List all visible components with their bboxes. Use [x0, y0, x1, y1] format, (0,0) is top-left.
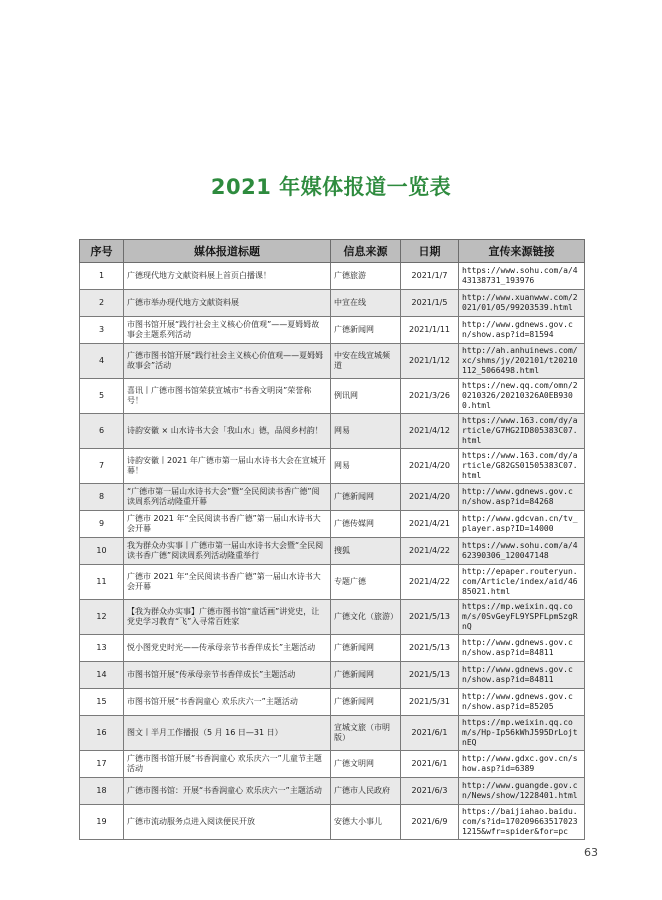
report-date: 2021/4/22: [401, 565, 459, 600]
row-number: 1: [80, 263, 124, 290]
report-title: “广德市第一届山水诗书大会”暨“全民阅读书香广德”阅读周系列活动隆重开幕: [124, 484, 331, 511]
source-link: https://mp.weixin.qq.com/s/Hp-Ip56kWhJ595DrLojtnEQ: [459, 716, 585, 751]
table-row: [80, 778, 585, 805]
report-date: 2021/6/1: [401, 751, 459, 778]
report-title: 我为群众办实事丨广德市第一届山水诗书大会暨“全民阅读书香广德”阅读周系列活动隆重举行: [124, 538, 331, 565]
header-title: 媒体报道标题: [124, 240, 331, 263]
report-date: 2021/1/5: [401, 290, 459, 317]
report-date: 2021/4/12: [401, 414, 459, 449]
row-number: 18: [80, 778, 124, 805]
report-title: 悦小图党史时光——传承母亲节书香伴成长”主题活动: [124, 635, 331, 662]
report-title: 广德市流动服务点进入阅读便民开放: [124, 805, 331, 840]
report-date: 2021/4/20: [401, 484, 459, 511]
source-link: https://mp.weixin.qq.com/s/0SvGeyFL9YSPFLpmSzgRnQ: [459, 600, 585, 635]
source-link: http://www.gdnews.gov.cn/show.asp?id=84811: [459, 662, 585, 689]
report-title: 广德现代地方文献资料展上首页白播课！: [124, 263, 331, 290]
info-source: 广德文化（旅游）: [331, 600, 401, 635]
info-source: 广德文明网: [331, 751, 401, 778]
row-number: 15: [80, 689, 124, 716]
row-number: 10: [80, 538, 124, 565]
report-title: 诗韵安徽丨2021 年广德市第一届山水诗书大会在宣城开幕！: [124, 449, 331, 484]
report-date: 2021/4/20: [401, 449, 459, 484]
info-source: 安德大小事儿: [331, 805, 401, 840]
table-row: [80, 290, 585, 317]
source-link: https://new.qq.com/omn/20210326/20210326A0EB9300.html: [459, 379, 585, 414]
report-title: 市图书馆开展“书香润童心 欢乐庆六一”主题活动: [124, 689, 331, 716]
table-row: [80, 538, 585, 565]
info-source: 搜狐: [331, 538, 401, 565]
table-header-row: [80, 240, 585, 263]
header-date: 日期: [401, 240, 459, 263]
row-number: 5: [80, 379, 124, 414]
row-number: 16: [80, 716, 124, 751]
report-title: 【我为群众办实事】广德市图书馆“童话画”讲党史，让党史学习教育“飞”入寻常百姓家: [124, 600, 331, 635]
info-source: 网易: [331, 449, 401, 484]
source-link: https://www.sohu.com/a/443138731_193976: [459, 263, 585, 290]
info-source: 广德新闻网: [331, 317, 401, 344]
report-title: 市图书馆开展“传承母亲节书香伴成长”主题活动: [124, 662, 331, 689]
source-link: https://www.163.com/dy/article/G7HG2ID805383C07.html: [459, 414, 585, 449]
table-body: [80, 263, 585, 840]
info-source: 广德市人民政府: [331, 778, 401, 805]
table-row: [80, 379, 585, 414]
report-date: 2021/5/13: [401, 600, 459, 635]
row-number: 3: [80, 317, 124, 344]
source-link: http://ah.anhuinews.com/xc/shms/jy/202101/t20210112_5066498.html: [459, 344, 585, 379]
report-title: 广德市图书馆开展“书香润童心 欢乐庆六一”儿童节主题活动: [124, 751, 331, 778]
row-number: 19: [80, 805, 124, 840]
table-row: [80, 662, 585, 689]
report-date: 2021/1/7: [401, 263, 459, 290]
info-source: 广德传媒网: [331, 511, 401, 538]
row-number: 8: [80, 484, 124, 511]
table-row: [80, 317, 585, 344]
source-link: http://www.gdxc.gov.cn/show.asp?id=6389: [459, 751, 585, 778]
table-row: [80, 449, 585, 484]
report-title: 广德市举办现代地方文献资料展: [124, 290, 331, 317]
report-date: 2021/1/12: [401, 344, 459, 379]
row-number: 17: [80, 751, 124, 778]
table-row: [80, 635, 585, 662]
row-number: 14: [80, 662, 124, 689]
info-source: 例讯网: [331, 379, 401, 414]
info-source: 广德新闻网: [331, 635, 401, 662]
source-link: http://www.gdnews.gov.cn/show.asp?id=84268: [459, 484, 585, 511]
info-source: 广德新闻网: [331, 689, 401, 716]
row-number: 4: [80, 344, 124, 379]
report-date: 2021/5/31: [401, 689, 459, 716]
report-title: 广德市图书馆开展“践行社会主义核心价值观——夏姆姆故事会”活动: [124, 344, 331, 379]
table-row: [80, 689, 585, 716]
info-source: 广德新闻网: [331, 484, 401, 511]
table-row: [80, 600, 585, 635]
report-title: 广德市图书馆：开展“书香润童心 欢乐庆六一”主题活动: [124, 778, 331, 805]
info-source: 广德新闻网: [331, 662, 401, 689]
info-source: 宣城文旅（市明版）: [331, 716, 401, 751]
report-date: 2021/5/13: [401, 635, 459, 662]
row-number: 13: [80, 635, 124, 662]
report-date: 2021/4/21: [401, 511, 459, 538]
source-link: https://www.163.com/dy/article/G82GS01505383C07.html: [459, 449, 585, 484]
report-title: 广德市 2021 年“全民阅读书香广德”第一届山水诗书大会开幕: [124, 565, 331, 600]
page-number: 63: [584, 846, 598, 859]
row-number: 11: [80, 565, 124, 600]
info-source: 广德旅游: [331, 263, 401, 290]
table-row: [80, 511, 585, 538]
table-row: [80, 484, 585, 511]
report-date: 2021/6/1: [401, 716, 459, 751]
source-link: http://www.xuanwww.com/2021/01/05/99203539.html: [459, 290, 585, 317]
report-title: 广德市 2021 年“全民阅读书香广德”第一届山水诗书大会开幕: [124, 511, 331, 538]
row-number: 2: [80, 290, 124, 317]
header-source: 信息来源: [331, 240, 401, 263]
header-no: 序号: [80, 240, 124, 263]
source-link: https://baijiahao.baidu.com/s?id=1702096635170231215&wfr=spider&for=pc: [459, 805, 585, 840]
source-link: http://epaper.routeryun.com/Article/index/aid/4685021.html: [459, 565, 585, 600]
info-source: 网易: [331, 414, 401, 449]
report-date: 2021/3/26: [401, 379, 459, 414]
report-date: 2021/6/9: [401, 805, 459, 840]
report-title: 图文丨半月工作播报（5 月 16 日—31 日）: [124, 716, 331, 751]
source-link: http://www.gdnews.gov.cn/show.asp?id=84811: [459, 635, 585, 662]
report-title: 市图书馆开展“践行社会主义核心价值观”——夏姆姆故事会主题系列活动: [124, 317, 331, 344]
page-title: 2021 年媒体报道一览表: [210, 175, 452, 199]
header-link: 宣传来源链接: [459, 240, 585, 263]
media-report-table: [79, 239, 585, 840]
report-title: 喜讯丨广德市图书馆荣获宣城市“书香文明岗”荣誉称号！: [124, 379, 331, 414]
report-date: 2021/5/13: [401, 662, 459, 689]
source-link: http://www.gdnews.gov.cn/show.asp?id=81594: [459, 317, 585, 344]
table-row: [80, 805, 585, 840]
table-row: [80, 263, 585, 290]
source-link: http://www.guangde.gov.cn/News/show/1228401.html: [459, 778, 585, 805]
info-source: 中安在线宣城频道: [331, 344, 401, 379]
info-source: 专题广德: [331, 565, 401, 600]
source-link: https://www.sohu.com/a/462390306_120047148: [459, 538, 585, 565]
row-number: 7: [80, 449, 124, 484]
table-row: [80, 565, 585, 600]
source-link: http://www.gdnews.gov.cn/show.asp?id=85205: [459, 689, 585, 716]
table-row: [80, 414, 585, 449]
row-number: 9: [80, 511, 124, 538]
report-title: 诗韵安徽 × 山水诗书大会「我山水」德，品阅乡村韵！: [124, 414, 331, 449]
table-row: [80, 344, 585, 379]
report-date: 2021/1/11: [401, 317, 459, 344]
table-row: [80, 716, 585, 751]
table-row: [80, 751, 585, 778]
info-source: 中宣在线: [331, 290, 401, 317]
row-number: 6: [80, 414, 124, 449]
row-number: 12: [80, 600, 124, 635]
report-date: 2021/4/22: [401, 538, 459, 565]
source-link: http://www.gdcvan.cn/tv_player.asp?ID=14000: [459, 511, 585, 538]
report-date: 2021/6/3: [401, 778, 459, 805]
